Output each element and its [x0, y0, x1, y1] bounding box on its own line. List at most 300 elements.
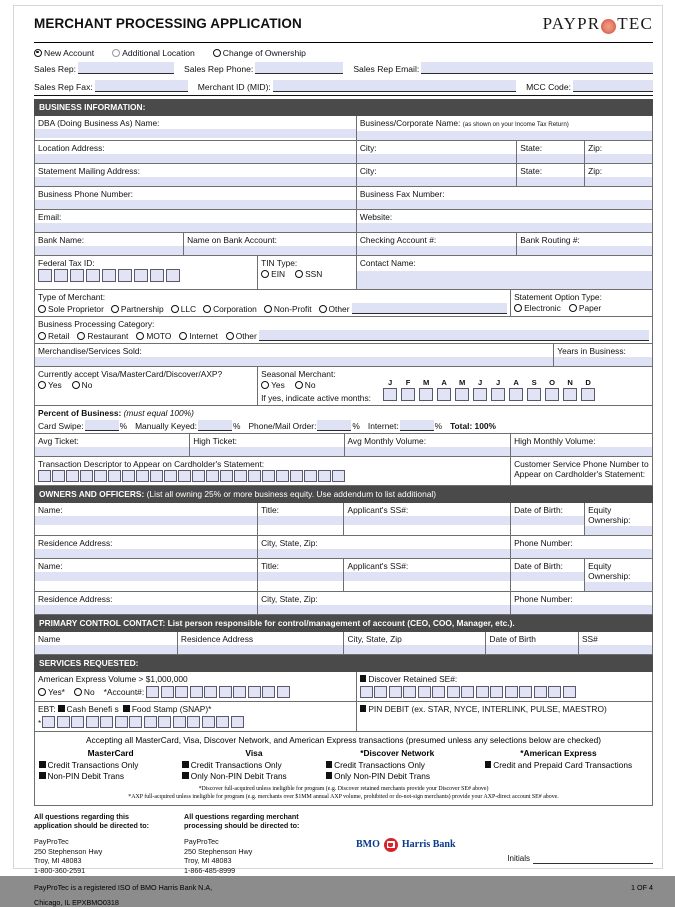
amex-box[interactable]	[146, 686, 159, 698]
radio-corporation[interactable]	[203, 305, 211, 313]
cell-pcc-residence[interactable]	[177, 632, 344, 654]
descriptor-box[interactable]	[206, 470, 219, 482]
amex-box[interactable]	[262, 686, 275, 698]
descriptor-box[interactable]	[248, 470, 261, 482]
logo-text-left: PAYPR	[542, 14, 601, 33]
owner2-name-input[interactable]	[35, 572, 257, 581]
checkbox-mc-credit-only[interactable]	[39, 761, 46, 768]
radio-seasonal-yes[interactable]	[261, 381, 269, 389]
owner1-ssn-input[interactable]	[344, 516, 510, 525]
percent-of-business-row	[35, 405, 652, 433]
location-state-input[interactable]	[517, 154, 584, 163]
radio-new-account[interactable]	[34, 49, 42, 57]
dba-input[interactable]	[35, 129, 356, 138]
descriptor-box[interactable]	[122, 470, 135, 482]
label-merchant-other: Other	[328, 303, 350, 314]
owner2-phone-input[interactable]	[511, 605, 652, 614]
document-sheet	[14, 6, 662, 907]
ebt-box[interactable]	[100, 716, 113, 728]
checkbox-mc-non-pin-debit[interactable]	[39, 772, 46, 779]
sales-rep-fax-input[interactable]	[95, 80, 188, 92]
label-additional-location: Additional Location	[122, 47, 195, 58]
discover-box[interactable]	[534, 686, 547, 698]
owner2-csz-input[interactable]	[258, 605, 510, 614]
mailing-zip-label: Zip:	[588, 166, 603, 176]
cell-pcc-csz[interactable]	[343, 632, 485, 654]
cell-pin-debit	[356, 702, 652, 731]
descriptor-box[interactable]	[66, 470, 79, 482]
owner1-residence-input[interactable]	[35, 549, 257, 558]
label-food-stamp: Food Stamp (SNAP)*	[131, 703, 212, 714]
avg-ticket-label: Avg Ticket:	[38, 436, 79, 446]
radio-currently-accept-no[interactable]	[72, 381, 80, 389]
cell-owner1-name[interactable]	[35, 503, 257, 535]
radio-category-other[interactable]	[226, 332, 234, 340]
internet-pct-label: Internet:	[367, 421, 399, 431]
label-seasonal-yes: Yes	[271, 380, 285, 390]
radio-change-of-ownership[interactable]	[213, 49, 221, 57]
high-ticket-label: High Ticket:	[193, 436, 238, 446]
pcc-dob-input[interactable]	[486, 645, 578, 654]
discover-box[interactable]	[447, 686, 460, 698]
owner1-csz-input[interactable]	[258, 549, 510, 558]
descriptor-box[interactable]	[220, 470, 233, 482]
email-label: Email:	[38, 212, 62, 222]
owner1-name-input[interactable]	[35, 516, 257, 525]
cell-owner2-equity[interactable]	[584, 559, 652, 591]
cell-business-phone[interactable]	[35, 187, 356, 209]
ebt-box[interactable]	[144, 716, 157, 728]
page-title: MERCHANT PROCESSING APPLICATION	[34, 16, 302, 31]
cell-contact-name[interactable]	[356, 256, 652, 289]
month-box[interactable]	[437, 388, 451, 401]
cell-corp-name[interactable]	[356, 116, 652, 140]
website-input[interactable]	[357, 223, 652, 232]
pcc-name-input[interactable]	[35, 645, 177, 654]
cell-owner1-csz[interactable]	[257, 536, 510, 558]
descriptor-box[interactable]	[332, 470, 345, 482]
contact-name-input[interactable]	[357, 271, 652, 289]
label-tin-ein: EIN	[271, 269, 286, 279]
ebt-box[interactable]	[216, 716, 229, 728]
ebt-label: EBT:	[38, 703, 56, 714]
label-statement-electronic: Electronic	[524, 303, 561, 313]
statement-mailing-row	[35, 163, 652, 186]
ebt-box[interactable]	[231, 716, 244, 728]
amex-box[interactable]	[161, 686, 174, 698]
mcc-code-label: MCC Code:	[526, 82, 571, 92]
tax-id-row	[35, 255, 652, 289]
customer-service-phone-label: Customer Service Phone Number to Appear on Cardholder's Statement:	[514, 459, 649, 479]
merchant-other-input[interactable]	[352, 303, 508, 314]
discover-box[interactable]	[519, 686, 532, 698]
cell-owner2-phone[interactable]	[510, 592, 652, 614]
radio-tin-ein[interactable]	[261, 270, 269, 278]
discover-box[interactable]	[360, 686, 373, 698]
mailing-state-input[interactable]	[517, 177, 584, 186]
radio-additional-location[interactable]	[112, 49, 120, 57]
owner-1-address-row	[35, 535, 652, 558]
mastercard-item-1	[39, 760, 182, 771]
owner2-dob-input[interactable]	[511, 572, 584, 581]
tax-box[interactable]	[166, 269, 180, 282]
radio-statement-electronic[interactable]	[514, 304, 522, 312]
cell-pcc-dob[interactable]	[485, 632, 578, 654]
owner1-phone-input[interactable]	[511, 549, 652, 558]
month-letters	[380, 378, 649, 387]
cell-business-fax[interactable]	[356, 187, 652, 209]
month-box[interactable]	[581, 388, 595, 401]
ebt-boxes[interactable]	[42, 716, 244, 728]
checking-account-input[interactable]	[357, 246, 516, 255]
logo-text-right: TEC	[617, 14, 653, 33]
descriptor-box[interactable]	[262, 470, 275, 482]
radio-amex-no[interactable]	[74, 688, 82, 696]
cell-location-state[interactable]	[516, 141, 584, 163]
discover-box[interactable]	[418, 686, 431, 698]
mcc-code-input[interactable]	[573, 80, 653, 92]
bmo-harris-bank-logo	[356, 838, 456, 852]
document-header	[34, 14, 653, 42]
cell-dba[interactable]	[35, 116, 356, 140]
amex-volume-label: American Express Volume > $1,000,000	[38, 673, 188, 684]
manually-keyed-input[interactable]	[198, 420, 232, 431]
month-letter: O	[549, 378, 556, 387]
cell-checking-account[interactable]	[356, 233, 516, 255]
sales-rep-phone-input[interactable]	[255, 62, 343, 74]
cell-merchandise-sold[interactable]	[35, 344, 553, 366]
business-fax-input[interactable]	[357, 200, 652, 209]
checkbox-visa-credit-only[interactable]	[182, 761, 189, 768]
owner-1-name-row	[35, 503, 652, 535]
cell-bank-routing[interactable]	[516, 233, 652, 255]
bank-name-label: Bank Name:	[38, 235, 85, 245]
corp-name-label: Business/Corporate Name:	[359, 118, 461, 128]
cell-owner1-dob[interactable]	[510, 503, 584, 535]
federal-tax-id-boxes[interactable]	[38, 269, 254, 282]
amex-account-boxes[interactable]	[146, 686, 290, 698]
radio-partnership[interactable]	[111, 305, 119, 313]
discover-heading	[360, 674, 649, 684]
cell-owner1-title[interactable]	[257, 503, 343, 535]
radio-sole-proprietor[interactable]	[38, 305, 46, 313]
cell-avg-ticket[interactable]	[35, 434, 189, 456]
tax-box[interactable]	[118, 269, 132, 282]
cell-ebt	[35, 702, 356, 731]
ebt-box[interactable]	[158, 716, 171, 728]
cell-federal-tax-id[interactable]	[35, 256, 257, 289]
amex-box[interactable]	[190, 686, 203, 698]
descriptor-box[interactable]	[80, 470, 93, 482]
checkbox-discover-non-pin-debit[interactable]	[326, 772, 333, 779]
transaction-descriptor-label: Transaction Descriptor to Appear on Cardholder's Statement:	[38, 459, 265, 469]
owner2-title-input[interactable]	[258, 572, 343, 581]
category-other-input[interactable]	[259, 330, 649, 341]
descriptor-box[interactable]	[94, 470, 107, 482]
mailing-city-input[interactable]	[357, 177, 516, 186]
month-box[interactable]	[491, 388, 505, 401]
radio-non-profit[interactable]	[264, 305, 272, 313]
cell-location-zip[interactable]	[584, 141, 652, 163]
visa-credit-only-label: Credit Transactions Only	[190, 759, 282, 770]
descriptor-box[interactable]	[136, 470, 149, 482]
acceptance-note-1: *Discover full-acquired unless ineligible for program (e.g. Discover retained merchants provide your Discover SE# above)	[198, 785, 489, 792]
radio-internet[interactable]	[179, 332, 187, 340]
internet-pct-input[interactable]	[400, 420, 434, 431]
cell-owner2-dob[interactable]	[510, 559, 584, 591]
cell-pcc-name[interactable]	[35, 632, 177, 654]
cell-email[interactable]	[35, 210, 356, 232]
amex-box[interactable]	[219, 686, 232, 698]
years-in-business-label: Years in Business:	[557, 346, 626, 356]
sales-rep-email-input[interactable]	[421, 62, 653, 74]
discover-box[interactable]	[505, 686, 518, 698]
cell-owner1-equity[interactable]	[584, 503, 652, 535]
month-box[interactable]	[383, 388, 397, 401]
descriptor-box[interactable]	[276, 470, 289, 482]
location-zip-input[interactable]	[585, 154, 652, 163]
cell-owner2-title[interactable]	[257, 559, 343, 591]
high-monthly-volume-input[interactable]	[511, 447, 652, 456]
owners-bar-bold: OWNERS AND OFFICERS:	[39, 488, 145, 499]
high-ticket-input[interactable]	[190, 447, 343, 456]
cell-owner2-name[interactable]	[35, 559, 257, 591]
radio-retail[interactable]	[38, 332, 46, 340]
discover-box[interactable]	[374, 686, 387, 698]
amex-box[interactable]	[204, 686, 217, 698]
location-city-input[interactable]	[357, 154, 516, 163]
discover-header: *Discover Network	[360, 747, 435, 758]
discover-box[interactable]	[389, 686, 402, 698]
merchant-id-input[interactable]	[273, 80, 516, 92]
footer-left-heading-2: application should be directed to:	[34, 820, 150, 830]
owner1-title-input[interactable]	[258, 516, 343, 525]
merchandise-sold-input[interactable]	[35, 357, 553, 366]
radio-amex-yes[interactable]	[38, 688, 46, 696]
pcc-residence-input[interactable]	[178, 645, 344, 654]
cell-owner1-phone[interactable]	[510, 536, 652, 558]
cell-high-ticket[interactable]	[189, 434, 343, 456]
checkbox-cash-benefits[interactable]	[58, 705, 65, 712]
owner1-residence-label: Residence Address:	[38, 537, 113, 548]
statement-mailing-input[interactable]	[35, 177, 356, 186]
radio-tin-ssn[interactable]	[295, 270, 303, 278]
checkbox-discover-credit-only[interactable]	[326, 761, 333, 768]
visa-non-pin-debit-label: Only Non-PIN Debit Trans	[190, 770, 287, 781]
tax-box[interactable]	[70, 269, 84, 282]
descriptor-box[interactable]	[234, 470, 247, 482]
discover-box[interactable]	[548, 686, 561, 698]
type-of-merchant-row	[35, 289, 652, 316]
discover-box[interactable]	[563, 686, 576, 698]
descriptor-box[interactable]	[108, 470, 121, 482]
owner2-residence-input[interactable]	[35, 605, 257, 614]
ebt-box[interactable]	[202, 716, 215, 728]
cell-owner2-residence[interactable]	[35, 592, 257, 614]
cell-pcc-ssn[interactable]	[578, 632, 652, 654]
radio-statement-paper[interactable]	[569, 304, 577, 312]
ebt-box[interactable]	[115, 716, 128, 728]
amex-box[interactable]	[248, 686, 261, 698]
discover-box[interactable]	[461, 686, 474, 698]
owner1-dob-input[interactable]	[511, 516, 584, 525]
ebt-box[interactable]	[86, 716, 99, 728]
owner2-csz-label: City, State, Zip:	[261, 593, 318, 604]
discover-box[interactable]	[403, 686, 416, 698]
cell-statement-mailing[interactable]	[35, 164, 356, 186]
mc-non-pin-debit-label: Non-PIN Debit Trans	[47, 770, 125, 781]
cell-mailing-zip[interactable]	[584, 164, 652, 186]
discover-non-pin-debit-label: Only Non-PIN Debit Trans	[334, 770, 431, 781]
ebt-box[interactable]	[42, 716, 55, 728]
pcc-csz-label: City, State, Zip	[347, 633, 402, 644]
radio-merchant-other[interactable]	[319, 305, 327, 313]
amex-box[interactable]	[233, 686, 246, 698]
descriptor-box[interactable]	[192, 470, 205, 482]
owner2-equity-input[interactable]	[585, 582, 652, 591]
pcc-csz-input[interactable]	[344, 645, 485, 654]
ebt-box[interactable]	[57, 716, 70, 728]
radio-llc[interactable]	[171, 305, 179, 313]
discover-se-boxes[interactable]	[360, 686, 649, 698]
month-box[interactable]	[419, 388, 433, 401]
label-amex-yes: Yes*	[48, 686, 65, 697]
checkbox-visa-non-pin-debit[interactable]	[182, 772, 189, 779]
cell-website[interactable]	[356, 210, 652, 232]
cell-owner2-csz[interactable]	[257, 592, 510, 614]
radio-currently-accept-yes[interactable]	[38, 381, 46, 389]
visa-item-1	[182, 760, 325, 771]
month-box[interactable]	[455, 388, 469, 401]
avg-monthly-volume-input[interactable]	[345, 447, 511, 456]
descriptor-box[interactable]	[164, 470, 177, 482]
descriptor-box[interactable]	[304, 470, 317, 482]
initials-input[interactable]	[533, 854, 653, 864]
cell-high-monthly-volume[interactable]	[510, 434, 652, 456]
amex-box[interactable]	[277, 686, 290, 698]
tax-box[interactable]	[54, 269, 68, 282]
cell-bank-name[interactable]	[35, 233, 183, 255]
month-box[interactable]	[473, 388, 487, 401]
owner1-title-label: Title:	[261, 504, 279, 515]
label-llc: LLC	[180, 303, 197, 314]
card-swipe-input[interactable]	[85, 420, 119, 431]
label-seasonal-no: No	[304, 380, 316, 390]
cell-owner2-ssn[interactable]	[343, 559, 510, 591]
tax-box[interactable]	[150, 269, 164, 282]
month-box[interactable]	[527, 388, 541, 401]
radio-moto[interactable]	[136, 332, 144, 340]
cell-years-in-business[interactable]	[553, 344, 652, 366]
owner1-equity-input[interactable]	[585, 526, 652, 535]
checkbox-discover-retained[interactable]	[360, 675, 367, 682]
discover-box[interactable]	[490, 686, 503, 698]
label-restaurant: Restaurant	[87, 330, 129, 341]
location-city-label: City:	[359, 143, 377, 153]
month-box[interactable]	[563, 388, 577, 401]
acceptance-col-amex	[469, 748, 648, 782]
descriptor-box[interactable]	[178, 470, 191, 482]
footer-mid-line-1: PayProTec	[184, 837, 219, 847]
cell-customer-service-phone[interactable]	[510, 457, 652, 485]
tax-box[interactable]	[86, 269, 100, 282]
initials-label: Initials	[507, 854, 530, 864]
radio-seasonal-no[interactable]	[295, 381, 303, 389]
tax-box[interactable]	[38, 269, 52, 282]
tax-box[interactable]	[102, 269, 116, 282]
services-requested-bar: SERVICES REQUESTED:	[34, 655, 653, 672]
years-in-business-input[interactable]	[554, 357, 652, 366]
bmo-roundel-icon	[384, 838, 398, 852]
checkbox-pin-debit[interactable]	[360, 705, 367, 712]
footer-mid-line-2: 250 Stephenson Hwy	[184, 846, 253, 856]
month-box[interactable]	[545, 388, 559, 401]
active-months-boxes[interactable]	[380, 388, 649, 401]
owner1-csz-label: City, State, Zip:	[261, 537, 318, 548]
cell-location-city[interactable]	[356, 141, 516, 163]
mailing-zip-input[interactable]	[585, 177, 652, 186]
month-box[interactable]	[401, 388, 415, 401]
contact-name-label: Contact Name:	[359, 258, 416, 268]
ebt-box[interactable]	[173, 716, 186, 728]
ebt-box[interactable]	[129, 716, 142, 728]
location-address-input[interactable]	[35, 154, 356, 163]
bank-name-input[interactable]	[35, 246, 183, 255]
sales-rep-fax-label: Sales Rep Fax:	[34, 82, 93, 92]
pcc-name-label: Name	[38, 633, 61, 644]
discover-box[interactable]	[476, 686, 489, 698]
footer-left-line-3: Troy, MI 48083	[34, 856, 82, 866]
descriptor-box[interactable]	[52, 470, 65, 482]
cell-owner1-ssn[interactable]	[343, 503, 510, 535]
owner2-ssn-input[interactable]	[344, 572, 510, 581]
cell-owner1-residence[interactable]	[35, 536, 257, 558]
cell-avg-monthly-volume[interactable]	[344, 434, 511, 456]
descriptor-box[interactable]	[318, 470, 331, 482]
corp-name-input[interactable]	[357, 131, 652, 140]
business-phone-input[interactable]	[35, 200, 356, 209]
cell-mailing-state[interactable]	[516, 164, 584, 186]
discover-box[interactable]	[432, 686, 445, 698]
phone-mail-order-input[interactable]	[317, 420, 351, 431]
month-box[interactable]	[509, 388, 523, 401]
email-input[interactable]	[35, 223, 356, 232]
ebt-box[interactable]	[187, 716, 200, 728]
radio-restaurant[interactable]	[77, 332, 85, 340]
descriptor-box[interactable]	[290, 470, 303, 482]
cell-mailing-city[interactable]	[356, 164, 516, 186]
acceptance-columns	[39, 748, 648, 782]
checkbox-food-stamp[interactable]	[123, 705, 130, 712]
initials-field	[507, 854, 653, 864]
owner2-phone-label: Phone Number:	[514, 593, 573, 604]
descriptor-box[interactable]	[150, 470, 163, 482]
bank-routing-input[interactable]	[517, 246, 652, 255]
checkbox-amex-credit-prepaid[interactable]	[485, 761, 492, 768]
amex-box[interactable]	[175, 686, 188, 698]
ebt-box[interactable]	[71, 716, 84, 728]
avg-ticket-input[interactable]	[35, 447, 189, 456]
name-on-bank-account-input[interactable]	[184, 246, 356, 255]
tax-box[interactable]	[134, 269, 148, 282]
transaction-descriptor-boxes[interactable]	[38, 470, 507, 482]
pcc-ssn-input[interactable]	[579, 645, 652, 654]
cell-name-on-bank-account[interactable]	[183, 233, 356, 255]
cell-location-address[interactable]	[35, 141, 356, 163]
cell-statement-option-type	[510, 290, 652, 316]
sales-rep-input[interactable]	[78, 62, 174, 74]
descriptor-box[interactable]	[38, 470, 51, 482]
